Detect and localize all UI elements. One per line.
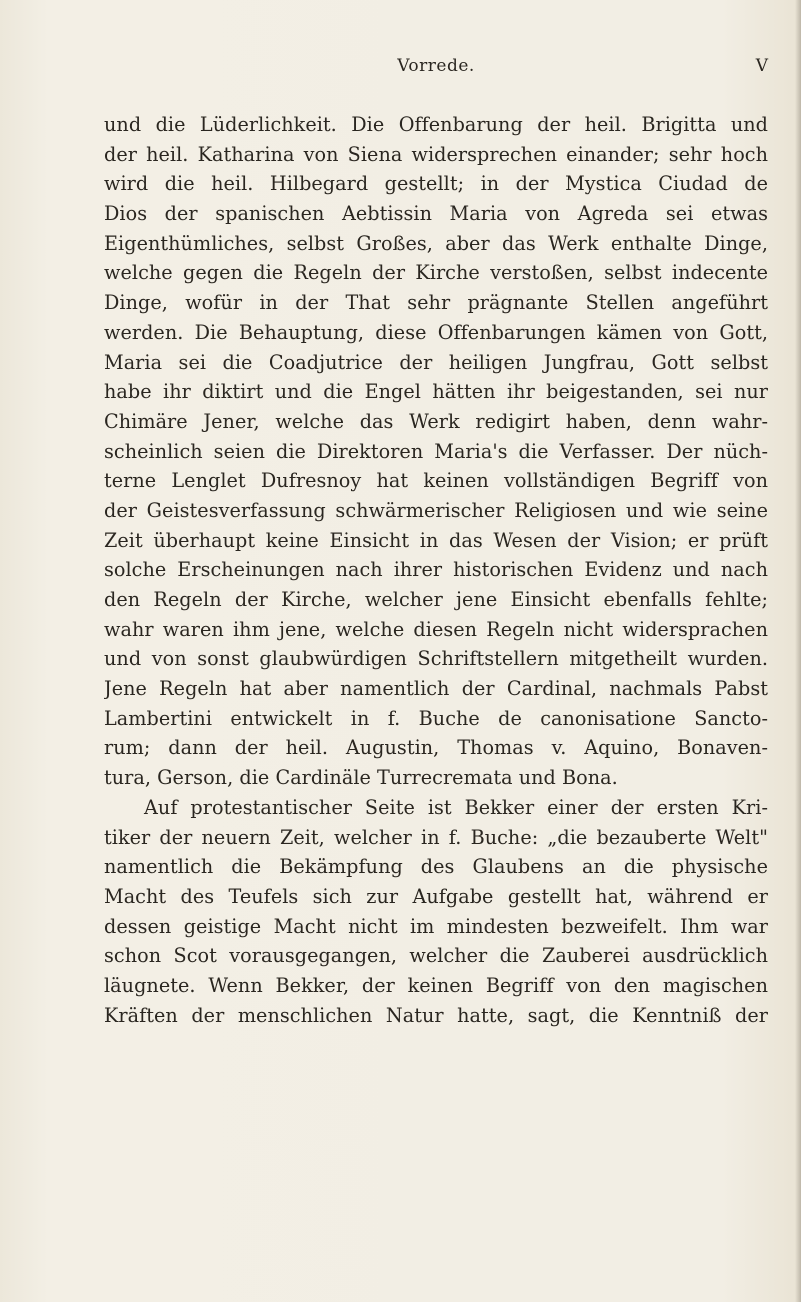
- text-line: Jene Regeln hat aber namentlich der Cardinal, nachmals Pabst: [104, 677, 768, 701]
- text-line: wahr waren ihm jene, welche diesen Regeln nicht widersprachen: [104, 617, 768, 641]
- text-line: und die Lüderlichkeit. Die Offenbarung der heil. Brigitta und: [104, 113, 768, 136]
- running-title: Vorrede.: [397, 56, 475, 76]
- text-line: Macht des Teufels sich zur Aufgabe gestellt hat, während er: [104, 884, 768, 908]
- text-line: tiker der neuern Zeit, welcher in f. Buche: „die bezauberte Welt": [104, 825, 768, 849]
- text-line: dessen geistige Macht nicht im mindesten bezweifelt. Ihm war: [104, 914, 768, 938]
- text-line: Chimäre Jener, welche das Werk redigirt haben, denn wahr-: [104, 409, 768, 433]
- text-line: rum; dann der heil. Augustin, Thomas v. Aquino, Bonaven-: [104, 736, 768, 760]
- text-line: habe ihr diktirt und die Engel hätten ihr beigestanden, sei nur: [104, 380, 768, 404]
- text-line: scheinlich seien die Direktoren Maria's die Verfasser. Der nüch-: [104, 439, 768, 463]
- text-line: den Regeln der Kirche, welcher jene Einsicht ebenfalls fehlte;: [104, 588, 768, 611]
- text-line: Maria sei die Coadjutrice der heiligen Jungfrau, Gott selbst: [104, 350, 768, 374]
- text-line: tura, Gerson, die Cardinäle Turrecremata und Bona.: [104, 766, 618, 790]
- text-line: schon Scot vorausgegangen, welcher die Zauberei ausdrücklich: [104, 944, 768, 968]
- text-line: der Geistesverfassung schwärmerischer Religiosen und wie seine: [104, 498, 768, 522]
- text-line: Eigenthümliches, selbst Großes, aber das Werk enthalte Dinge,: [104, 231, 768, 255]
- text-line: werden. Die Behauptung, diese Offenbarungen kämen von Gott,: [104, 320, 768, 344]
- running-head: [104, 56, 768, 86]
- text-line: Dios der spanischen Aebtissin Maria von Agreda sei etwas: [104, 202, 768, 226]
- text-line: läugnete. Wenn Bekker, der keinen Begriff von den magischen: [104, 973, 768, 997]
- text-line: solche Erscheinungen nach ihrer historischen Evidenz und nach: [104, 558, 768, 582]
- text-line: Lambertini entwickelt in f. Buche de canonisatione Sancto-: [104, 706, 768, 730]
- text-line: der heil. Katharina von Siena widersprechen einander; sehr hoch: [104, 142, 768, 166]
- page-edge-shadow: [795, 0, 801, 1302]
- text-line: terne Lenglet Dufresnoy hat keinen vollständigen Begriff von: [104, 469, 768, 493]
- text-line: welche gegen die Regeln der Kirche verstoßen, selbst indecente: [104, 261, 768, 285]
- text-line: namentlich die Bekämpfung des Glaubens an die physische: [104, 855, 768, 879]
- text-line: und von sonst glaubwürdigen Schriftstellern mitgetheilt wurden.: [104, 647, 768, 671]
- text-line: Dinge, wofür in der That sehr prägnante Stellen angeführt: [104, 291, 768, 315]
- text-line: wird die heil. Hilbegard gestellt; in der Mystica Ciudad de: [104, 172, 768, 196]
- body-text: [104, 110, 768, 1030]
- page-number: V: [755, 56, 768, 76]
- text-line: Kräften der menschlichen Natur hatte, sagt, die Kenntniß der: [104, 1003, 768, 1027]
- text-line: Auf protestantischer Seite ist Bekker einer der ersten Kri-: [144, 795, 768, 819]
- text-line: Zeit überhaupt keine Einsicht in das Wesen der Vision; er prüft: [104, 528, 768, 552]
